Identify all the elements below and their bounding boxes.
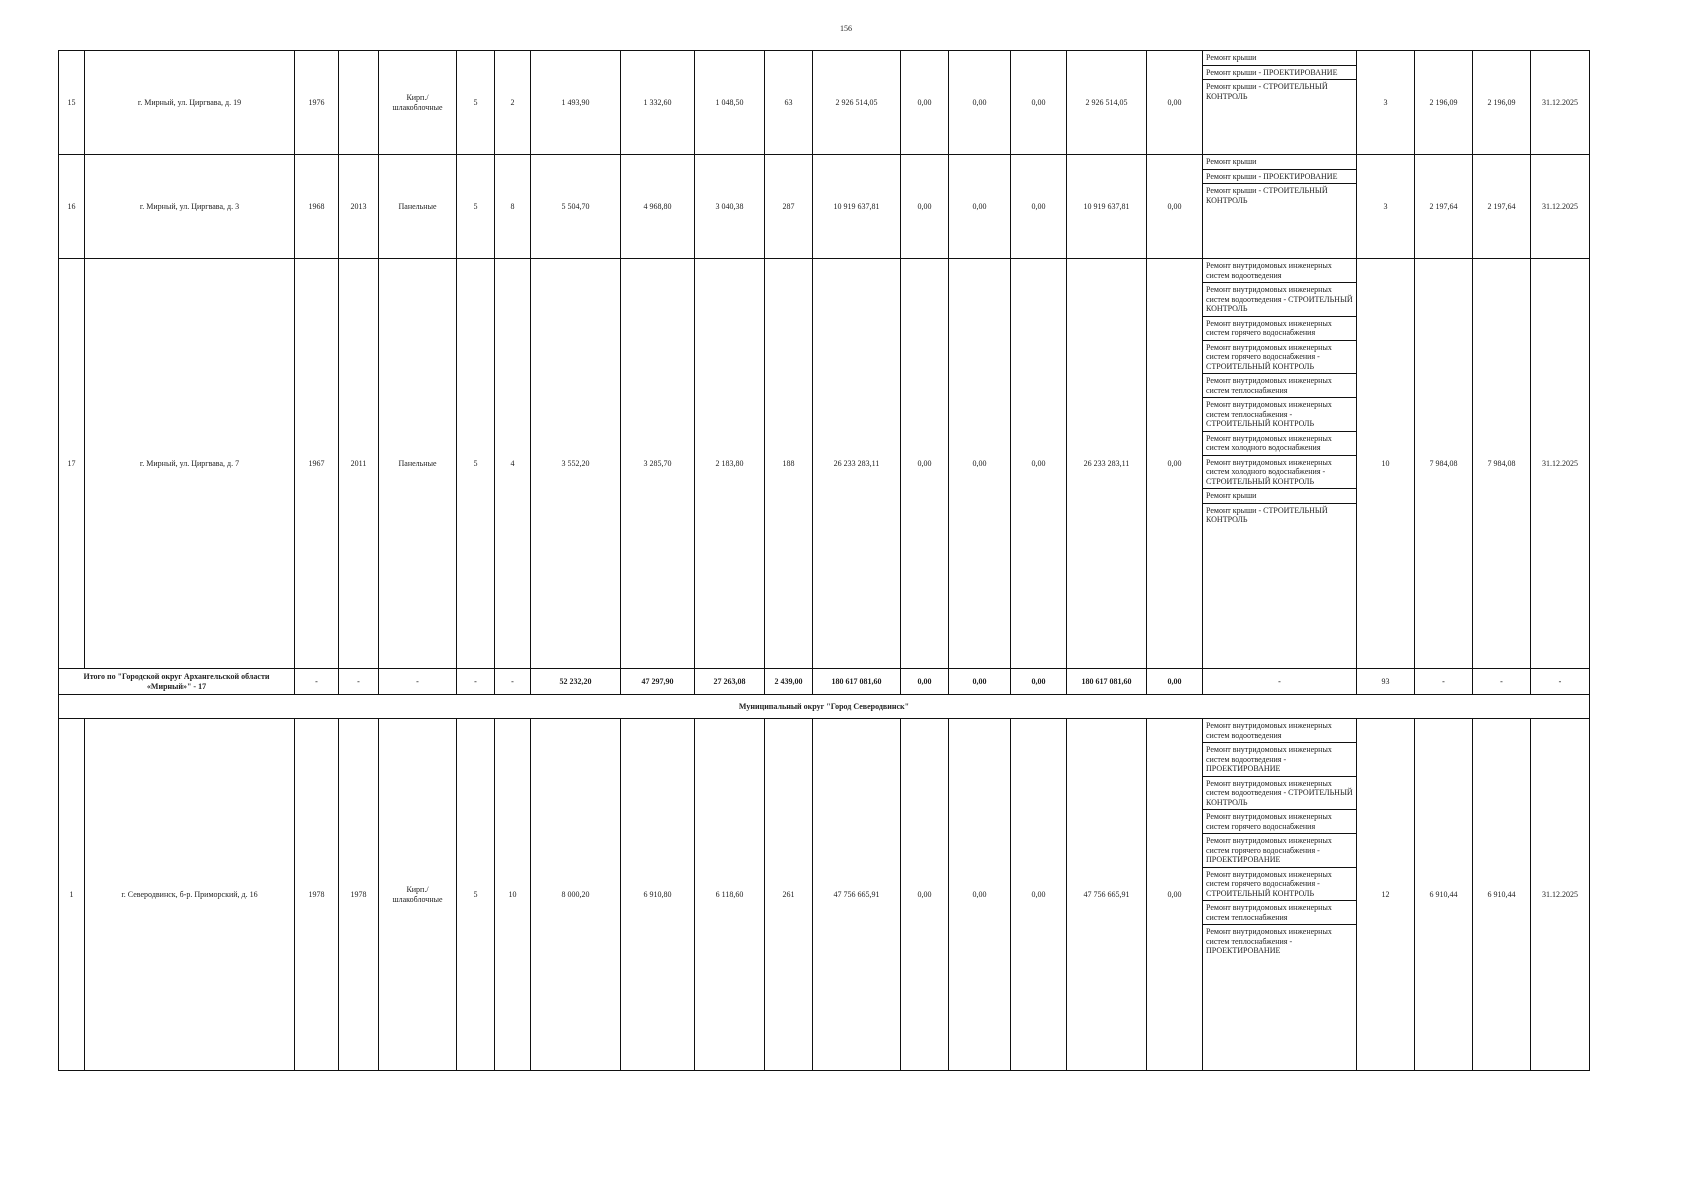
works-count: 12 <box>1357 719 1415 1071</box>
year-overhaul: 2013 <box>339 155 379 259</box>
cost-other: 0,00 <box>1147 155 1203 259</box>
cost-fund: 0,00 <box>901 719 949 1071</box>
deadline: 31.12.2025 <box>1531 259 1590 669</box>
total-dash: - <box>1203 669 1357 695</box>
residents: 63 <box>765 51 813 155</box>
cost-local: 0,00 <box>1011 155 1067 259</box>
year-overhaul: 1978 <box>339 719 379 1071</box>
wall-material: Панельные <box>379 155 457 259</box>
works-cell <box>1203 51 1357 155</box>
page-number: 156 <box>840 24 852 33</box>
capital-repair-table <box>58 50 1590 1071</box>
work-item: Ремонт внутридомовых инженерных систем водоотведения <box>1203 259 1356 283</box>
work-item: Ремонт внутридомовых инженерных систем теплоснабжения - СТРОИТЕЛЬНЫЙ КОНТРОЛЬ <box>1203 398 1356 432</box>
year-overhaul <box>339 51 379 155</box>
table-row <box>59 155 1590 259</box>
row-number: 16 <box>59 155 85 259</box>
total-area-premises: 47 297,90 <box>621 669 695 695</box>
total-label: Итого по "Городской округ Архангельской области «Мирный»" - 17 <box>59 669 295 695</box>
row-number: 1 <box>59 719 85 1071</box>
year-built: 1976 <box>295 51 339 155</box>
total-dash: - <box>1473 669 1531 695</box>
total-cost-local: 0,00 <box>1011 669 1067 695</box>
unit-cost: 2 196,09 <box>1415 51 1473 155</box>
limit-cost: 7 984,08 <box>1473 259 1531 669</box>
entrances: 4 <box>495 259 531 669</box>
cost-owners: 10 919 637,81 <box>1067 155 1147 259</box>
table-row <box>59 259 1590 669</box>
area-residential: 2 183,80 <box>695 259 765 669</box>
works-count: 3 <box>1357 51 1415 155</box>
area-premises: 1 332,60 <box>621 51 695 155</box>
residents: 188 <box>765 259 813 669</box>
area-premises: 3 285,70 <box>621 259 695 669</box>
total-works-count: 93 <box>1357 669 1415 695</box>
floors: 5 <box>457 719 495 1071</box>
cost-owners: 26 233 283,11 <box>1067 259 1147 669</box>
row-number: 17 <box>59 259 85 669</box>
work-item: Ремонт крыши - ПРОЕКТИРОВАНИЕ <box>1203 170 1356 185</box>
cost-region: 0,00 <box>949 155 1011 259</box>
address: г. Мирный, ул. Циргвава, д. 7 <box>85 259 295 669</box>
work-item: Ремонт крыши - ПРОЕКТИРОВАНИЕ <box>1203 66 1356 81</box>
total-residents: 2 439,00 <box>765 669 813 695</box>
total-cost-fund: 0,00 <box>901 669 949 695</box>
total-cost-other: 0,00 <box>1147 669 1203 695</box>
total-row <box>59 669 1590 695</box>
total-dash: - <box>379 669 457 695</box>
cost-owners: 2 926 514,05 <box>1067 51 1147 155</box>
work-item: Ремонт внутридомовых инженерных систем водоотведения - СТРОИТЕЛЬНЫЙ КОНТРОЛЬ <box>1203 777 1356 811</box>
cost-total: 10 919 637,81 <box>813 155 901 259</box>
limit-cost: 6 910,44 <box>1473 719 1531 1071</box>
total-dash: - <box>1415 669 1473 695</box>
section-title: Муниципальный округ "Город Северодвинск" <box>59 695 1590 719</box>
deadline: 31.12.2025 <box>1531 51 1590 155</box>
total-dash: - <box>457 669 495 695</box>
residents: 261 <box>765 719 813 1071</box>
deadline: 31.12.2025 <box>1531 155 1590 259</box>
work-item: Ремонт крыши <box>1203 155 1356 170</box>
area-premises: 6 910,80 <box>621 719 695 1071</box>
address: г. Северодвинск, б-р. Приморский, д. 16 <box>85 719 295 1071</box>
work-item: Ремонт крыши - СТРОИТЕЛЬНЫЙ КОНТРОЛЬ <box>1206 186 1328 205</box>
work-item: Ремонт внутридомовых инженерных систем теплоснабжения <box>1203 374 1356 398</box>
work-item: Ремонт внутридомовых инженерных систем горячего водоснабжения <box>1203 810 1356 834</box>
cost-other: 0,00 <box>1147 51 1203 155</box>
limit-cost: 2 197,64 <box>1473 155 1531 259</box>
work-item: Ремонт крыши - СТРОИТЕЛЬНЫЙ КОНТРОЛЬ <box>1206 505 1328 524</box>
year-built: 1967 <box>295 259 339 669</box>
work-item: Ремонт крыши - СТРОИТЕЛЬНЫЙ КОНТРОЛЬ <box>1206 82 1328 101</box>
work-item: Ремонт внутридомовых инженерных систем холодного водоснабжения - СТРОИТЕЛЬНЫЙ КОНТРОЛЬ <box>1203 456 1356 490</box>
cost-region: 0,00 <box>949 259 1011 669</box>
total-area-residential: 27 263,08 <box>695 669 765 695</box>
table-row <box>59 719 1590 1071</box>
work-item: Ремонт внутридомовых инженерных систем теплоснабжения - ПРОЕКТИРОВАНИЕ <box>1206 927 1332 955</box>
year-built: 1978 <box>295 719 339 1071</box>
area-residential: 3 040,38 <box>695 155 765 259</box>
total-cost-region: 0,00 <box>949 669 1011 695</box>
cost-other: 0,00 <box>1147 719 1203 1071</box>
cost-total: 26 233 283,11 <box>813 259 901 669</box>
entrances: 10 <box>495 719 531 1071</box>
work-item: Ремонт внутридомовых инженерных систем холодного водоснабжения <box>1203 432 1356 456</box>
work-item: Ремонт внутридомовых инженерных систем водоотведения - ПРОЕКТИРОВАНИЕ <box>1203 743 1356 777</box>
area-residential: 6 118,60 <box>695 719 765 1071</box>
cost-fund: 0,00 <box>901 155 949 259</box>
total-cost-owners: 180 617 081,60 <box>1067 669 1147 695</box>
work-item: Ремонт внутридомовых инженерных систем горячего водоснабжения - ПРОЕКТИРОВАНИЕ <box>1203 834 1356 868</box>
cost-total: 47 756 665,91 <box>813 719 901 1071</box>
residents: 287 <box>765 155 813 259</box>
works-cell <box>1203 155 1357 259</box>
work-item: Ремонт внутридомовых инженерных систем горячего водоснабжения - СТРОИТЕЛЬНЫЙ КОНТРОЛЬ <box>1203 868 1356 902</box>
deadline: 31.12.2025 <box>1531 719 1590 1071</box>
cost-local: 0,00 <box>1011 51 1067 155</box>
cost-local: 0,00 <box>1011 259 1067 669</box>
limit-cost: 2 196,09 <box>1473 51 1531 155</box>
cost-total: 2 926 514,05 <box>813 51 901 155</box>
total-cost-total: 180 617 081,60 <box>813 669 901 695</box>
unit-cost: 7 984,08 <box>1415 259 1473 669</box>
section-row <box>59 695 1590 719</box>
work-item: Ремонт внутридомовых инженерных систем горячего водоснабжения - СТРОИТЕЛЬНЫЙ КОНТРОЛЬ <box>1203 341 1356 375</box>
address: г. Мирный, ул. Циргвава, д. 3 <box>85 155 295 259</box>
work-item: Ремонт крыши <box>1203 489 1356 504</box>
cost-region: 0,00 <box>949 51 1011 155</box>
total-area-total: 52 232,20 <box>531 669 621 695</box>
works-count: 10 <box>1357 259 1415 669</box>
area-premises: 4 968,80 <box>621 155 695 259</box>
year-overhaul: 2011 <box>339 259 379 669</box>
area-total: 1 493,90 <box>531 51 621 155</box>
area-total: 5 504,70 <box>531 155 621 259</box>
works-cell <box>1203 719 1357 1071</box>
cost-owners: 47 756 665,91 <box>1067 719 1147 1071</box>
wall-material: Кирп./ шлакоблочные <box>379 719 457 1071</box>
floors: 5 <box>457 51 495 155</box>
table-row <box>59 51 1590 155</box>
wall-material: Кирп./ шлакоблочные <box>379 51 457 155</box>
area-total: 8 000,20 <box>531 719 621 1071</box>
total-dash: - <box>1531 669 1590 695</box>
unit-cost: 2 197,64 <box>1415 155 1473 259</box>
area-residential: 1 048,50 <box>695 51 765 155</box>
floors: 5 <box>457 155 495 259</box>
wall-material: Панельные <box>379 259 457 669</box>
work-item: Ремонт внутридомовых инженерных систем теплоснабжения <box>1203 901 1356 925</box>
address: г. Мирный, ул. Циргвава, д. 19 <box>85 51 295 155</box>
row-number: 15 <box>59 51 85 155</box>
total-dash: - <box>339 669 379 695</box>
total-dash: - <box>495 669 531 695</box>
work-item: Ремонт внутридомовых инженерных систем водоотведения <box>1203 719 1356 743</box>
cost-other: 0,00 <box>1147 259 1203 669</box>
cost-region: 0,00 <box>949 719 1011 1071</box>
cost-fund: 0,00 <box>901 259 949 669</box>
cost-fund: 0,00 <box>901 51 949 155</box>
entrances: 2 <box>495 51 531 155</box>
work-item: Ремонт внутридомовых инженерных систем водоотведения - СТРОИТЕЛЬНЫЙ КОНТРОЛЬ <box>1203 283 1356 317</box>
area-total: 3 552,20 <box>531 259 621 669</box>
unit-cost: 6 910,44 <box>1415 719 1473 1071</box>
entrances: 8 <box>495 155 531 259</box>
total-dash: - <box>295 669 339 695</box>
work-item: Ремонт внутридомовых инженерных систем горячего водоснабжения <box>1203 317 1356 341</box>
floors: 5 <box>457 259 495 669</box>
works-cell <box>1203 259 1357 669</box>
year-built: 1968 <box>295 155 339 259</box>
work-item: Ремонт крыши <box>1203 51 1356 66</box>
works-count: 3 <box>1357 155 1415 259</box>
cost-local: 0,00 <box>1011 719 1067 1071</box>
